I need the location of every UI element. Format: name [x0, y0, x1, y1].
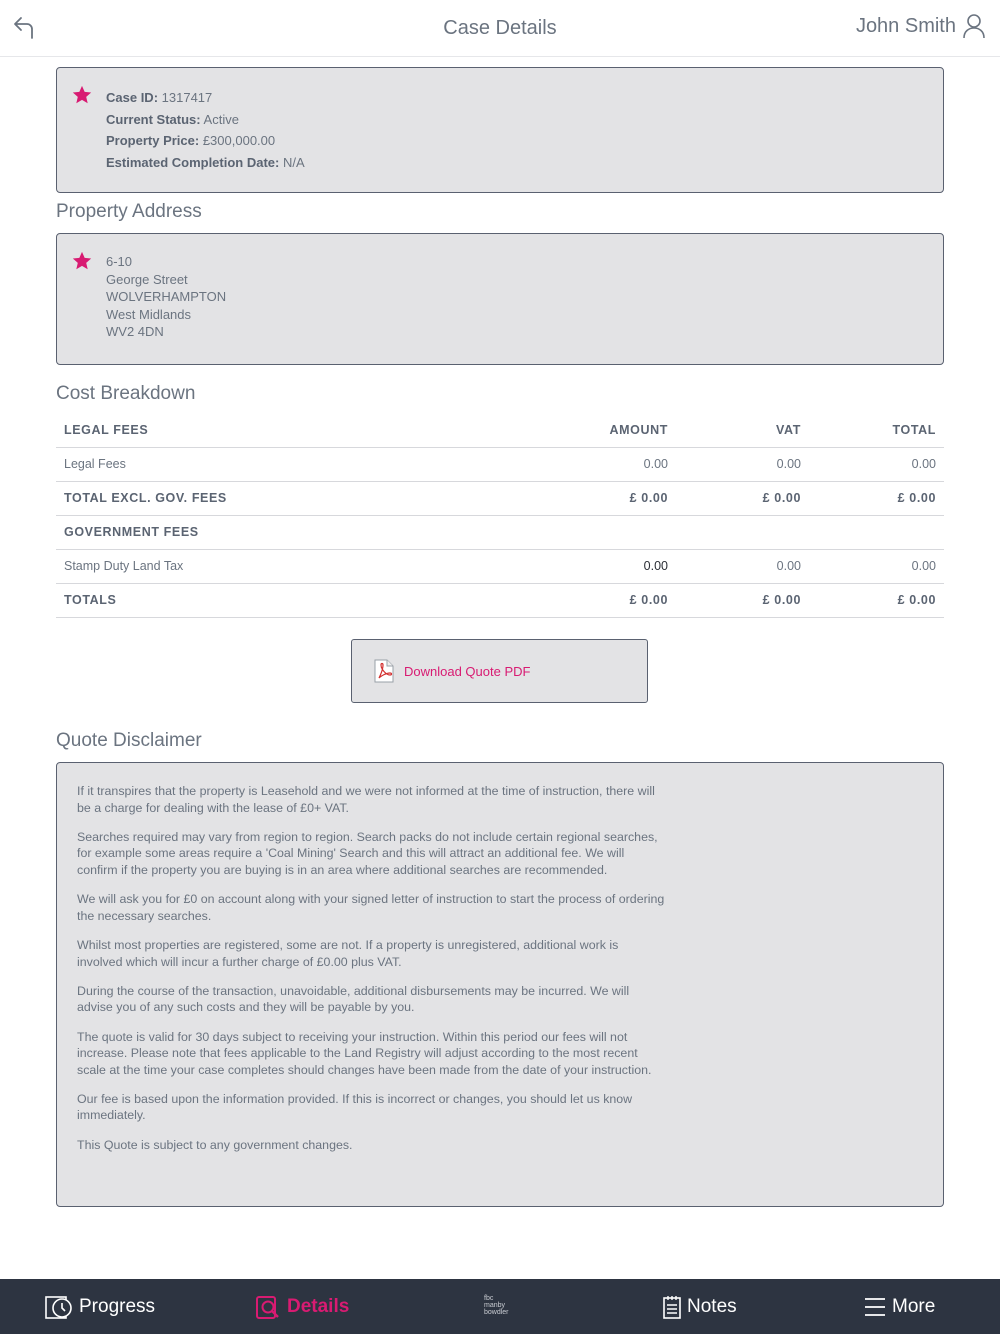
header-total: TOTAL [809, 413, 944, 447]
row-amount: 0.00 [516, 447, 676, 481]
disclaimer-paragraph: Whilst most properties are registered, some are not. If a property is unregistered, additional work is involved which will incur a further charge of £0.00 plus VAT. [77, 937, 619, 969]
quote-disclaimer-title: Quote Disclaimer [56, 730, 202, 751]
row-total: £ 0.00 [809, 583, 944, 617]
nav-details-label: Details [287, 1295, 350, 1317]
property-address-title: Property Address [56, 201, 202, 222]
cost-table [56, 413, 944, 618]
page-title: Case Details [443, 17, 557, 39]
nav-progress-label: Progress [79, 1295, 156, 1317]
nav-details[interactable] [255, 1279, 349, 1334]
logo-line: bowdler [484, 1309, 509, 1316]
nav-notes[interactable] [663, 1279, 737, 1334]
completion-value: N/A [282, 154, 305, 170]
row-label: Stamp Duty Land Tax [56, 549, 516, 583]
row-label: Legal Fees [56, 447, 516, 481]
quote-disclaimer-card [56, 762, 944, 1207]
row-total: 0.00 [809, 549, 944, 583]
details-search-icon [255, 1294, 281, 1320]
header-vat: VAT [676, 413, 809, 447]
disclaimer-paragraph: Searches required may vary from region to region. Search packs do not include certain regional searches, for example some areas require a 'Coal Mining' Search and this will attract an additional fee. We will confirm if the property you are buying is in an area where additional searches are recommended. [77, 829, 658, 877]
top-bar [0, 0, 1000, 57]
logo-line: manby [484, 1302, 506, 1309]
status-value: Active [203, 111, 239, 127]
nav-more[interactable] [864, 1279, 935, 1334]
notes-clipboard-icon [663, 1295, 681, 1319]
row-amount: £ 0.00 [516, 481, 676, 515]
row-vat: £ 0.00 [676, 583, 809, 617]
disclaimer-paragraph: Our fee is based upon the information provided. If this is incorrect or changes, you should let us know immediately. [77, 1091, 633, 1123]
table-row [56, 549, 944, 583]
row-total: 0.00 [809, 447, 944, 481]
header-amount: AMOUNT [516, 413, 676, 447]
disclaimer-paragraph: This Quote is subject to any government changes. [77, 1137, 353, 1152]
user-icon [962, 13, 986, 39]
logo-line: fbc [484, 1295, 494, 1302]
row-label: TOTAL EXCL. GOV. FEES [56, 481, 516, 515]
cost-breakdown-title: Cost Breakdown [56, 383, 196, 404]
row-vat: 0.00 [676, 549, 809, 583]
pdf-file-icon [373, 659, 395, 683]
table-header-row [56, 413, 944, 447]
table-row [56, 583, 944, 617]
address-line: George Street [106, 271, 188, 287]
address-line: West Midlands [106, 306, 192, 322]
case-summary-card [56, 67, 944, 193]
price-value: £300,000.00 [202, 133, 276, 148]
row-amount: 0.00 [516, 549, 676, 583]
status-label: Current Status: [106, 111, 201, 127]
star-icon [71, 84, 93, 106]
completion-label: Estimated Completion Date: [106, 154, 280, 170]
table-row [56, 481, 944, 515]
disclaimer-paragraph: If it transpires that the property is Leasehold and we were not informed at the time of instruction, there will be a charge for dealing with the lease of £0+ VAT. [77, 784, 655, 815]
disclaimer-text [77, 783, 667, 1166]
table-row [56, 515, 944, 549]
property-address-card [56, 233, 944, 365]
nav-notes-label: Notes [687, 1295, 737, 1317]
disclaimer-paragraph: The quote is valid for 30 days subject to receiving your instruction. Within this period our fees will not increase. Please note that fees applicable to the Land Registry will adjust according to the most recent scale at the time your case completes should changes have been made from the date of your instruction. [77, 1029, 652, 1077]
address-line: WOLVERHAMPTON [106, 289, 227, 305]
progress-clock-icon [45, 1294, 73, 1320]
address-lines [106, 253, 226, 341]
disclaimer-paragraph: During the course of the transaction, unavoidable, additional disbursements may be incurred. We will advise you of any such costs and they will be payable by you. [77, 983, 630, 1015]
address-line: WV2 4DN [106, 324, 164, 340]
row-vat: £ 0.00 [676, 481, 809, 515]
address-line: 6-10 [106, 254, 133, 269]
bottom-nav [0, 1279, 1000, 1334]
star-icon [71, 250, 93, 272]
case-id-label: Case ID: [106, 90, 159, 105]
download-quote-pdf-button[interactable] [351, 639, 648, 703]
disclaimer-paragraph: We will ask you for £0 on account along with your signed letter of instruction to start the process of ordering the necessary searches. [77, 892, 665, 923]
row-label: TOTALS [56, 583, 516, 617]
download-quote-pdf-label: Download Quote PDF [404, 663, 531, 679]
nav-progress[interactable] [45, 1279, 155, 1334]
user-menu[interactable] [856, 13, 986, 39]
row-amount: £ 0.00 [516, 583, 676, 617]
user-name: John Smith [855, 14, 956, 37]
brand-logo [484, 1295, 524, 1316]
row-vat: 0.00 [676, 447, 809, 481]
row-total: £ 0.00 [809, 481, 944, 515]
hamburger-menu-icon [864, 1296, 886, 1318]
price-label: Property Price: [106, 133, 200, 148]
case-details [106, 87, 305, 173]
table-row [56, 447, 944, 481]
gov-fees-header: GOVERNMENT FEES [56, 515, 944, 549]
nav-more-label: More [892, 1295, 936, 1317]
header-legal-fees: LEGAL FEES [56, 413, 516, 447]
case-id-value: 1317417 [161, 90, 213, 105]
